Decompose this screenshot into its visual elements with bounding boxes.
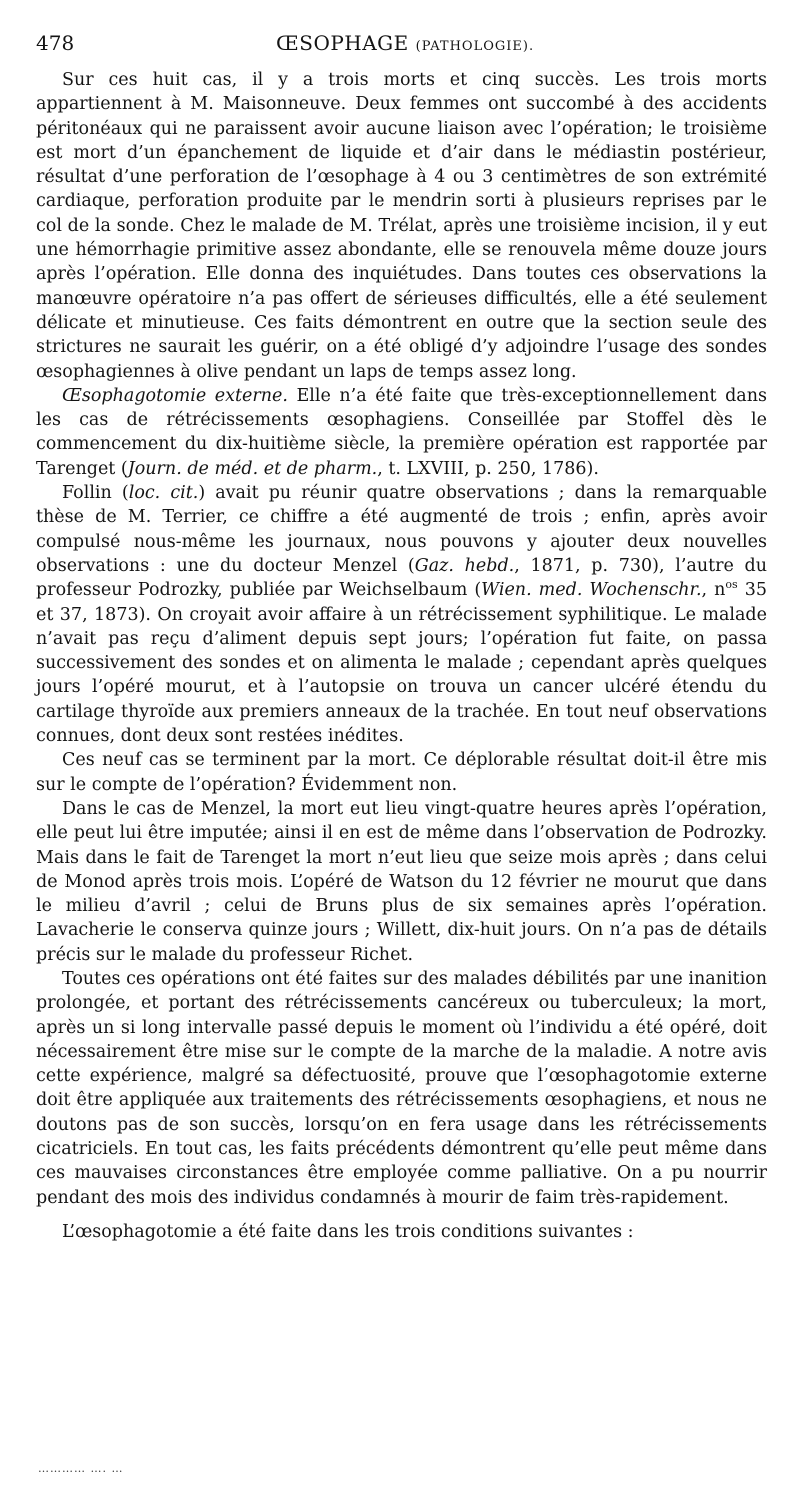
text-run: , 1871, p. 730), l’autre du professeur Podrozky, publiée par Weichselbaum ( (36, 555, 768, 601)
running-title (276, 28, 534, 62)
text-run: ) avait pu réunir quatre observations ; dans la remarquable thèse de M. Terrier, ce chiffre a été augmenté de trois ; enfin, après avoir compulsé nous-même les journaux, nous pouvons y ajouter deux nouvelles observations : une du docteur Menzel ( (36, 483, 767, 576)
body-text (36, 68, 767, 1244)
italic-run: Wien. med. Wochenschr. (481, 580, 702, 601)
paragraph-2 (36, 384, 767, 481)
page-number: 478 (36, 31, 75, 55)
text-run: Dans le cas de Menzel, la mort eut lieu vingt-quatre heures après l’opération, elle peut lui être imputée; ainsi il en est de même dans l’observation de Podrozky. Mais dans le fait de Tarenget la mort n’eut lieu que seize mois après ; dans celui de Monod après trois mois. L’opéré de Watson du 12 février ne mourut que dans le milieu d’avril ; celui de Bruns plus de six semaines après l’opération. Lavacherie le conserva quinze jours ; Willett, dix-huit jours. On n’a pas de détails précis sur le malade du professeur Richet. (36, 798, 767, 965)
italic-run: Gaz. hebd. (414, 555, 515, 576)
paragraph-1 (36, 68, 767, 384)
text-run: , t. LXVIII, p. 250, 1786). (377, 458, 599, 479)
paragraph-7 (36, 1220, 767, 1244)
running-title-main: ŒSOPHAGE (276, 31, 409, 55)
paragraph-4 (36, 748, 767, 797)
text-run: Ces neuf cas se terminent par la mort. Ce déplorable résultat doit-il être mis sur le compte de l’opération? Évidemment non. (36, 750, 767, 795)
paragraph-3 (36, 481, 767, 748)
footer-mark: ………… …. … (38, 1462, 124, 1475)
text-run: Follin ( (62, 483, 129, 504)
superscript-run: os (725, 578, 738, 592)
text-run: Elle n’a été faite que très-exceptionnellement dans les cas de rétrécissements œsophagiens. Conseillée par Stoffel dès le commencement du dix-huitième siècle, la première opération est rapportée par Tarenget ( (36, 385, 767, 479)
paragraph-6 (36, 967, 767, 1210)
text-run: Toutes ces opérations ont été faites sur des malades débilités par une inanition prolongée, et portant des rétrécissements cancéreux ou tuberculeux; la mort, après un si long intervalle passé depuis le moment où l’individu a été opéré, doit nécessairement être mise sur le compte de la marche de la maladie. A notre avis cette expérience, malgré sa défectuosité, prouve que l’œsophagotomie externe doit être appliquée aux traitements des rétrécissements œsophagiens, et nous ne doutons pas de son succès, lorsqu’on en fera usage dans les rétrécissements cicatriciels. En tout cas, les faits précédents démontrent qu’elle peut même dans ces mauvaises circonstances être employée comme palliative. On a pu nourrir pendant des mois des individus condamnés à mourir de faim très-rapidement. (36, 968, 767, 1208)
running-header (36, 28, 764, 58)
text-run: , n (701, 580, 726, 601)
text-run: Sur ces huit cas, il y a trois morts et cinq succès. Les trois morts appartiennent à M. Maisonneuve. Deux femmes ont succombé à des accidents péritonéaux qui ne paraissent avoir aucune liaison avec l’opération; le troisième est mort d’un épanchement de liquide et d’air dans le médiastin postérieur, résultat d’une perforation de l’œsophage à 4 ou 3 centimètres de son extrémité cardiaque, perforation produite par le mendrin sorti à plusieurs reprises par le col de la sonde. Chez le malade de M. Trélat, après une troisième incision, il y eut une hémorrhagie primitive assez abondante, elle se renouvela même douze jours après l’opération. Elle donna des inquiétudes. Dans toutes ces observations la manœuvre opératoire n’a pas offert de sérieuses difficultés, elle a été seulement délicate et minutieuse. Ces faits démontrent en outre que la section seule des strictures ne saurait les guérir, on a été obligé d’y adjoindre l’usage des sondes œsophagiennes à olive pendant un laps de temps assez long. (36, 70, 767, 382)
text-run: L’œsophagotomie a été faite dans les trois conditions suivantes : (62, 1221, 634, 1242)
running-title-sub: (PATHOLOGIE). (415, 39, 535, 54)
italic-run: loc. cit. (128, 483, 199, 504)
italic-run: Œsophagotomie externe. (62, 385, 288, 406)
text-run: 35 et 37, 1873). On croyait avoir affaire à un rétrécissement syphilitique. Le malade n’avait pas reçu d’aliment depuis sept jours; l’opération fut faite, on passa successivement des sondes et on alimenta le malade ; cependant après quelques jours l’opéré mourut, et à l’autopsie on trouva un cancer ulcéré étendu du cartilage thyroïde aux premiers anneaux de la trachée. En tout neuf observations connues, dont deux sont restées inédites. (36, 580, 767, 747)
italic-run: Journ. de méd. et de pharm. (127, 458, 378, 479)
paragraph-5 (36, 797, 767, 967)
